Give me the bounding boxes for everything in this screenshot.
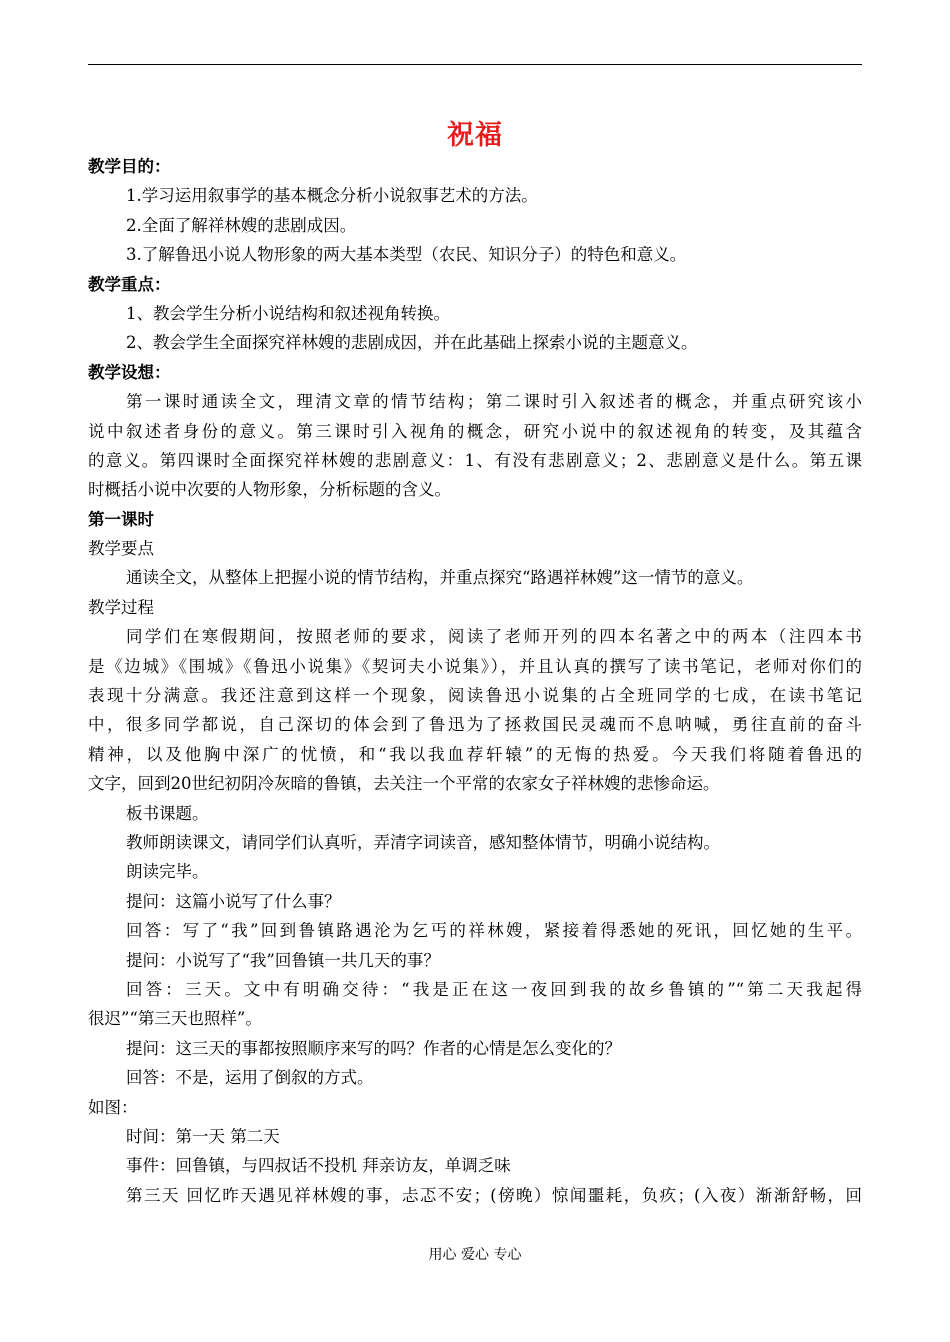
text-line: 1.学习运用叙事学的基本概念分析小说叙事艺术的方法。 <box>126 186 538 206</box>
text-line: 是《边城》《围城》《鲁迅小说集》《契诃夫小说集》），并且认真的撰写了读书笔记，老师对你们的 <box>88 656 862 676</box>
text-line: 精神，以及他胸中深广的忧愤，和“我以我血荐轩辕”的无悔的热爱。今天我们将随着鲁迅的 <box>88 744 862 764</box>
section-heading: 教学目的： <box>88 157 171 176</box>
text-line: 的意义。第四课时全面探究祥林嫂的悲剧意义：1、有没有悲剧意义；2、悲剧意义是什么。第五课 <box>88 450 862 470</box>
text-line: 很迟”“第三天也照样”。 <box>88 1009 262 1029</box>
document-title: 祝福 <box>447 120 503 151</box>
text-line: 事件：回鲁镇，与四叔话不投机 拜亲访友，单调乏味 <box>126 1156 511 1176</box>
section-heading: 教学重点： <box>88 274 171 294</box>
header-rule <box>88 64 862 65</box>
page-footer: 用心 爱心 专心 <box>428 1247 522 1263</box>
text-line: 2.全面了解祥林嫂的悲剧成因。 <box>126 215 357 235</box>
text-line: 说中叙述者身份的意义。第三课时引入视角的概念，研究小说中的叙述视角的转变，及其蕴含 <box>88 421 862 441</box>
text-line: 第三天 回忆昨天遇见祥林嫂的事，忐忑不安；(傍晚）惊闻噩耗，负疚；(入夜）渐渐舒畅，回 <box>126 1185 862 1205</box>
text-line: 朗读完毕。 <box>126 862 209 882</box>
text-line: 1、教会学生分析小说结构和叙述视角转换。 <box>126 303 450 323</box>
text-line: 同学们在寒假期间，按照老师的要求，阅读了老师开列的四本名著之中的两本（注四本书 <box>126 627 862 647</box>
text-line: 提问：这篇小说写了什么事？ <box>126 891 341 911</box>
text-line: 中，很多同学都说，自己深切的体会到了鲁迅为了拯救国民灵魂而不息呐喊，勇往直前的奋斗 <box>88 715 862 735</box>
text-line: 通读全文，从整体上把握小说的情节结构，并重点探究“路遇祥林嫂”这一情节的意义。 <box>126 568 754 588</box>
text-line: 板书课题。 <box>126 803 209 823</box>
text-line: 回答：不是，运用了倒叙的方式。 <box>126 1068 374 1088</box>
text-line: 教师朗读课文，请同学们认真听，弄清字词读音，感知整体情节，明确小说结构。 <box>126 832 720 852</box>
text-line: 时间：第一天 第二天 <box>126 1126 280 1146</box>
text-line: 如图： <box>88 1097 138 1117</box>
document-body <box>88 152 862 1210</box>
text-line: 回答：写了“我”回到鲁镇路遇沦为乞丐的祥林嫂，紧接着得悉她的死讯，回忆她的生平。 <box>126 921 862 941</box>
text-line: 3.了解鲁迅小说人物形象的两大基本类型（农民、知识分子）的特色和意义。 <box>126 245 687 265</box>
text-line: 教学过程 <box>88 597 154 617</box>
text-line: 时概括小说中次要的人物形象，分析标题的含义。 <box>88 480 451 500</box>
text-line: 回答：三天。文中有明确交待：“我是正在这一夜回到我的故乡鲁镇的”“第二天我起得 <box>126 979 862 999</box>
section-heading: 第一课时 <box>88 509 154 529</box>
text-line: 2、教会学生全面探究祥林嫂的悲剧成因，并在此基础上探索小说的主题意义。 <box>126 333 698 353</box>
text-line: 提问：这三天的事都按照顺序来写的吗？作者的心情是怎么变化的？ <box>126 1038 621 1058</box>
text-line: 文字，回到20世纪初阴冷灰暗的鲁镇，去关注一个平常的农家女子祥林嫂的悲惨命运。 <box>88 774 720 794</box>
text-line: 第一课时通读全文，理清文章的情节结构；第二课时引入叙述者的概念，并重点研究该小 <box>126 392 862 412</box>
section-heading: 教学设想： <box>88 362 171 382</box>
text-line: 提问：小说写了“我”回鲁镇一共几天的事？ <box>126 950 440 970</box>
text-line: 表现十分满意。我还注意到这样一个现象，阅读鲁迅小说集的占全班同学的七成，在读书笔记 <box>88 686 862 706</box>
text-line: 教学要点 <box>88 539 154 559</box>
